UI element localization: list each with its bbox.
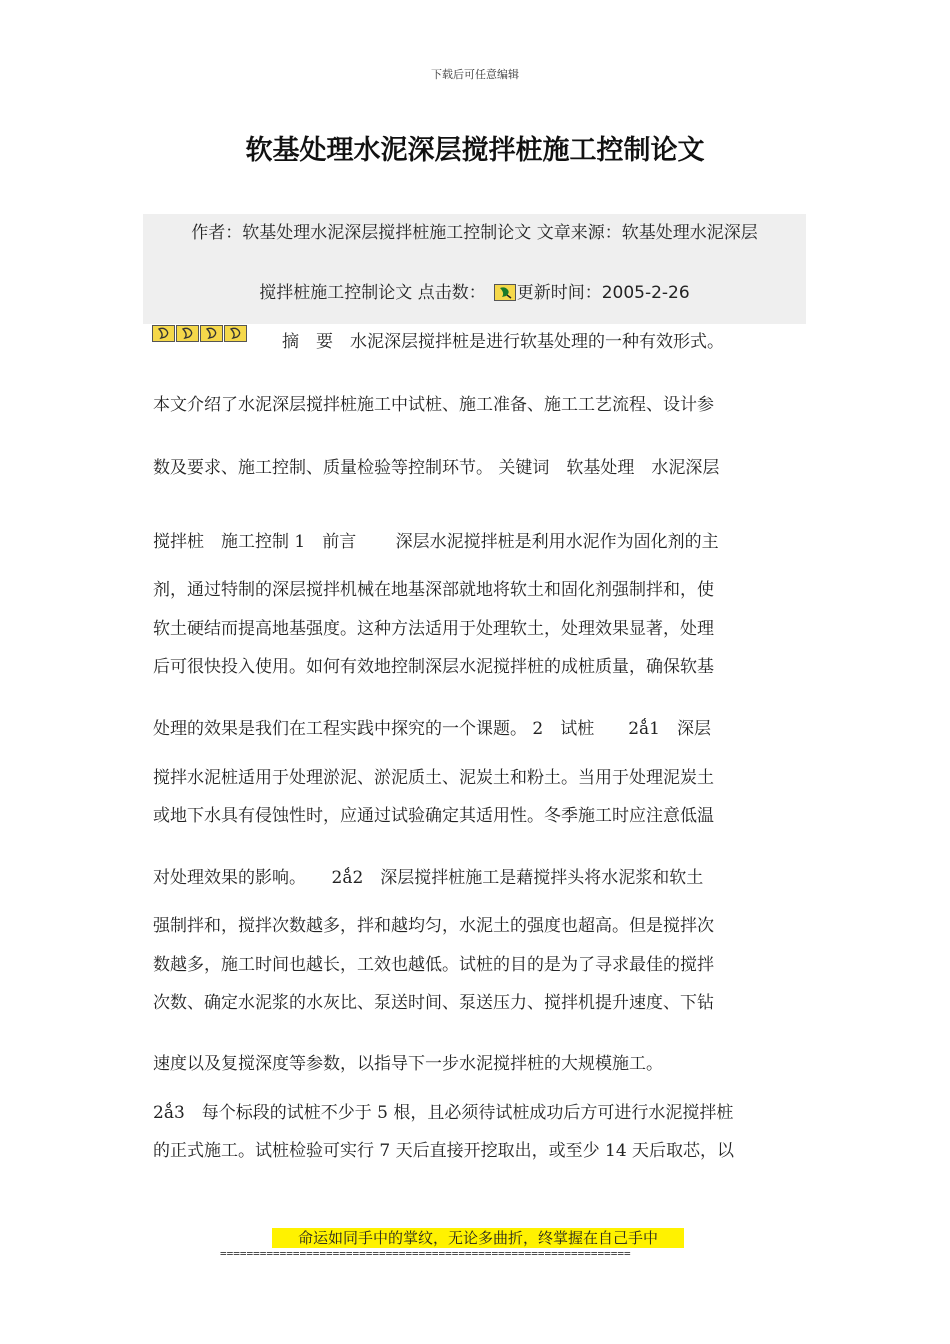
body-line: 数及要求、施工控制、质量检验等控制环节。 关键词 软基处理 水泥深层 bbox=[153, 458, 720, 478]
body-line: 处理的效果是我们在工程实践中探究的一个课题。 2 试桩 2ǻ1 深层 bbox=[153, 719, 711, 739]
header-note: 下载后可任意编辑 bbox=[431, 68, 519, 81]
rating-icon bbox=[152, 325, 175, 342]
meta-update-date: 2005-2-26 bbox=[601, 283, 690, 303]
meta-clicks-label: 搅拌桩施工控制论文 点击数： bbox=[259, 283, 486, 303]
rating-icon bbox=[200, 325, 223, 342]
body-line: 后可很快投入使用。如何有效地控制深层水泥搅拌桩的成桩质量，确保软基 bbox=[153, 657, 714, 677]
body-line: 强制拌和，搅拌次数越多，拌和越均匀，水泥土的强度也超高。但是搅拌次 bbox=[153, 916, 714, 936]
rating-icons bbox=[152, 325, 247, 343]
body-line: 或地下水具有侵蚀性时，应通过试验确定其适用性。冬季施工时应注意低温 bbox=[153, 806, 714, 826]
meta-update-label: 更新时间： bbox=[516, 283, 602, 303]
body-line: 软土硬结而提高地基强度。这种方法适用于处理软土，处理效果显著，处理 bbox=[153, 619, 714, 639]
body-line: 数越多，施工时间也越长，工效也越低。试桩的目的是为了寻求最佳的搅拌 bbox=[153, 955, 714, 975]
footer-motto: 命运如同手中的掌纹，无论多曲折，终掌握在自己手中 bbox=[272, 1228, 684, 1248]
body-line: 次数、确定水泥浆的水灰比、泵送时间、泵送压力、搅拌机提升速度、下钻 bbox=[153, 993, 714, 1013]
meta-author-source: 作者：软基处理水泥深层搅拌桩施工控制论文 文章来源：软基处理水泥深层 bbox=[191, 223, 758, 243]
body-line: 的正式施工。试桩检验可实行 7 天后直接开挖取出，或至少 14 天后取芯，以 bbox=[153, 1141, 735, 1161]
body-line: 本文介绍了水泥深层搅拌桩施工中试桩、施工准备、施工工艺流程、设计参 bbox=[153, 395, 714, 415]
document-icon bbox=[494, 284, 516, 301]
rating-icon bbox=[224, 325, 247, 342]
page-title: 软基处理水泥深层搅拌桩施工控制论文 bbox=[245, 135, 705, 166]
body-line: 搅拌桩 施工控制 1 前言 深层水泥搅拌桩是利用水泥作为固化剂的主 bbox=[153, 532, 719, 552]
body-line: 搅拌水泥桩适用于处理淤泥、淤泥质土、泥炭土和粉土。当用于处理泥炭土 bbox=[153, 768, 714, 788]
body-line: 2ǻ3 每个标段的试桩不少于 5 根，且必须待试桩成功后方可进行水泥搅拌桩 bbox=[153, 1103, 734, 1123]
body-line: 速度以及复搅深度等参数，以指导下一步水泥搅拌桩的大规模施工。 bbox=[153, 1054, 663, 1074]
footer-rule: ============================================================== bbox=[220, 1247, 631, 1260]
rating-icon bbox=[176, 325, 199, 342]
body-line: 摘 要 水泥深层搅拌桩是进行软基处理的一种有效形式。 bbox=[248, 332, 724, 352]
body-line: 对处理效果的影响。 2ǻ2 深层搅拌桩施工是藉搅拌头将水泥浆和软土 bbox=[153, 868, 704, 888]
article-meta-box bbox=[143, 214, 806, 324]
meta-clicks-update bbox=[143, 278, 806, 303]
body-line: 剂，通过特制的深层搅拌机械在地基深部就地将软土和固化剂强制拌和，使 bbox=[153, 580, 714, 600]
